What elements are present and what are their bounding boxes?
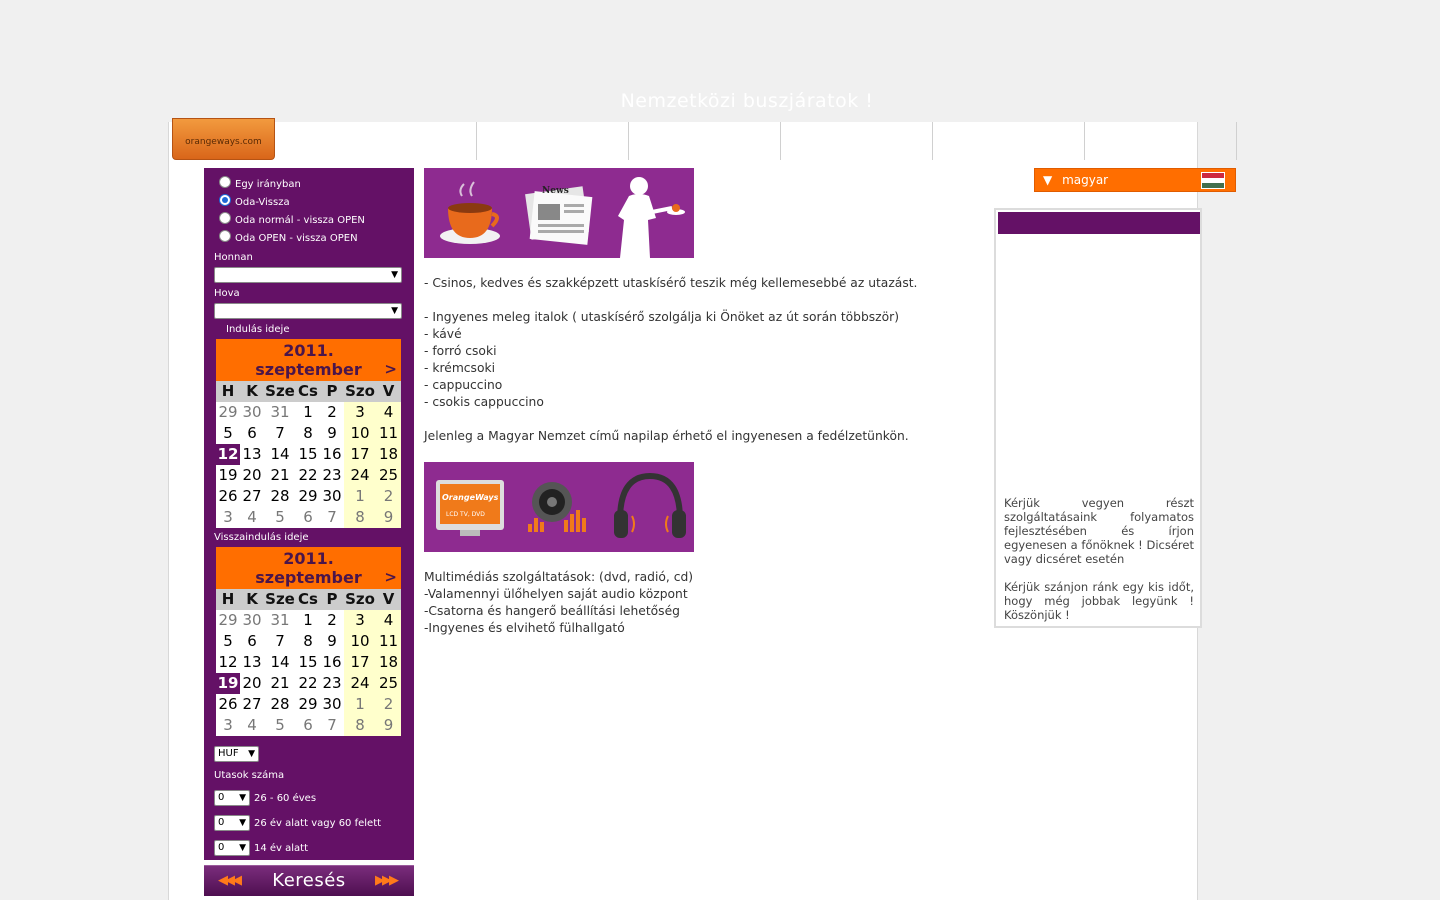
weekday-header: Sze [265,382,295,400]
calendar-day[interactable]: 29 [296,486,320,507]
weekday-header: V [376,381,401,402]
calendar-day[interactable]: 24 [344,673,376,694]
calendar-day[interactable]: 2 [320,610,344,631]
calendar-day[interactable]: 3 [216,715,240,736]
calendar-day[interactable]: 2 [376,694,401,715]
calendar-day[interactable]: 13 [240,652,264,673]
calendar-month: szeptember [255,568,362,587]
calendar-day[interactable]: 27 [240,486,264,507]
language-selector[interactable] [1034,168,1236,192]
calendar-day[interactable]: 5 [216,631,240,652]
nav-divider [1236,122,1237,160]
passenger-row-child [214,840,308,856]
service-line: - kávé [424,327,462,341]
search-button-label: Keresés [272,870,346,891]
calendar-header [216,547,401,589]
calendar-day[interactable]: 12 [216,652,240,673]
calendar-day[interactable]: 14 [264,652,296,673]
weekday-header: Szo [345,382,375,400]
passenger-row-adult [214,790,316,806]
nav-divider [628,122,629,160]
calendar-day[interactable]: 1 [344,694,376,715]
calendar-day[interactable]: 23 [320,673,344,694]
calendar-day[interactable]: 6 [240,423,264,444]
trip-option-one-way[interactable] [219,176,301,192]
calendar-day[interactable]: 4 [376,402,401,423]
weekday-header: K [240,589,264,610]
service-line: - cappuccino [424,378,503,392]
from-select[interactable] [214,267,402,283]
calendar-day[interactable]: 1 [344,486,376,507]
radio-button-selected[interactable] [219,194,231,206]
multimedia-line: Multimédiás szolgáltatások: (dvd, radió, cd) [424,570,694,584]
trip-option-normal-open[interactable] [219,212,365,228]
calendar-day[interactable]: 3 [216,507,240,528]
service-line: - csokis cappuccino [424,395,544,409]
logo-text: orangeways.com [185,137,262,147]
calendar-day[interactable]: 26 [216,486,240,507]
multimedia-banner [424,462,694,552]
return-calendar [216,547,401,736]
calendar-grid [216,381,401,528]
nav-divider [1084,122,1085,160]
calendar-day[interactable]: 20 [240,673,264,694]
calendar-day[interactable]: 8 [296,631,320,652]
chevron-down-icon: ▼ [239,818,246,828]
slogan: Nemzetközi buszjáratok ! [620,90,874,112]
weekday-header: V [376,589,401,610]
calendar-day[interactable]: 15 [296,652,320,673]
site-logo[interactable] [172,118,275,160]
feedback-header [998,212,1200,234]
calendar-day[interactable]: 29 [216,402,240,423]
calendar-day[interactable]: 12 [217,445,239,463]
calendar-header [216,339,401,381]
calendar-day[interactable]: 25 [376,673,401,694]
chevron-down-icon: ▼ [248,749,255,759]
trip-option-label: Oda-Vissza [235,196,290,208]
service-line: - krémcsoki [424,361,496,375]
calendar-day[interactable]: 19 [216,465,240,486]
calendar-day[interactable]: 2 [320,402,344,423]
hungarian-flag-icon [1201,172,1225,189]
calendar-day[interactable]: 11 [376,631,401,652]
trip-option-label: Oda normál - vissza OPEN [235,214,365,226]
arrows-right-icon: ▶▶▶ [375,873,396,888]
calendar-day[interactable]: 8 [344,715,376,736]
calendar-day[interactable]: 29 [296,694,320,715]
return-label: Visszaindulás ideje [214,532,309,543]
calendar-day[interactable]: 6 [296,715,320,736]
feedback-paragraph: Kérjük szánjon ránk egy kis időt, hogy még jobbak legyünk ! Köszönjük ! [1004,580,1194,622]
calendar-day[interactable]: 27 [240,694,264,715]
calendar-day[interactable]: 9 [376,715,401,736]
calendar-day[interactable]: 16 [320,444,344,465]
search-panel [204,168,414,860]
weekday-header: Szo [345,590,375,608]
passenger-count: 0 [218,842,225,853]
calendar-day[interactable]: 3 [344,402,376,423]
arrows-left-icon: ◀◀◀ [218,873,239,888]
calendar-day[interactable]: 5 [216,423,240,444]
calendar-day[interactable]: 4 [240,715,264,736]
newspaper-icon [525,186,592,245]
next-month-button[interactable]: > [384,568,397,586]
calendar-day[interactable]: 29 [216,610,240,631]
top-bar [0,0,1440,122]
service-line: - Ingyenes meleg italok ( utaskísérő szolgálja ki Önöket az út során többször) [424,310,900,324]
calendar-day[interactable]: 2 [376,486,401,507]
radio-button[interactable] [219,176,231,188]
calendar-day[interactable]: 23 [320,465,344,486]
to-select[interactable] [214,303,402,319]
currency-value: HUF [218,748,239,759]
calendar-day[interactable]: 7 [320,715,344,736]
nav-divider [780,122,781,160]
service-line: - forró csoki [424,344,497,358]
calendar-day[interactable]: 1 [296,610,320,631]
weekday-header: Cs [296,589,320,610]
calendar-day[interactable]: 11 [376,423,401,444]
calendar-day[interactable]: 14 [264,444,296,465]
svg-text:LCD TV, DVD: LCD TV, DVD [446,511,485,518]
passenger-row-young-senior [214,815,381,831]
calendar-day[interactable]: 21 [264,673,296,694]
radio-button[interactable] [219,230,231,242]
calendar-day[interactable]: 30 [240,610,264,631]
calendar-year: 2011. [283,549,334,568]
language-label: magyar [1062,173,1109,187]
departure-label: Indulás ideje [226,324,290,335]
calendar-day[interactable]: 5 [264,715,296,736]
multimedia-line: -Csatorna és hangerő beállítási lehetőség [424,604,680,618]
nav-divider [476,122,477,160]
calendar-day[interactable]: 5 [264,507,296,528]
currency-select[interactable] [214,746,259,762]
weekday-header: H [216,381,240,402]
multimedia-line: -Valamennyi ülőhelyen saját audio központ [424,587,688,601]
calendar-day[interactable]: 7 [264,631,296,652]
passengers-label: Utasok száma [214,770,285,781]
multimedia-line: -Ingyenes és elvihető fülhallgató [424,621,625,635]
calendar-day[interactable]: 9 [320,423,344,444]
chevron-down-icon: ▼ [239,793,246,803]
calendar-day[interactable]: 7 [320,507,344,528]
service-banner-art [424,168,694,258]
passenger-count: 0 [218,792,225,803]
weekday-header: P [320,381,344,402]
calendar-day[interactable]: 16 [320,652,344,673]
nav-divider [932,122,933,160]
passenger-count-select[interactable] [214,815,250,831]
from-label: Honnan [214,252,253,263]
chevron-down-icon: ▼ [391,306,398,316]
calendar-day[interactable]: 4 [376,610,401,631]
feedback-paragraph: Kérjük vegyen részt szolgáltatásaink folyamatos fejlesztésében és írjon egyenesen a főnöknek ! Dicséret vagy dicséret esetén [1004,496,1194,566]
calendar-day[interactable]: 31 [264,402,296,423]
calendar-day[interactable]: 30 [240,402,264,423]
calendar-day[interactable]: 30 [320,694,344,715]
calendar-day[interactable]: 8 [344,507,376,528]
passenger-count-select[interactable] [214,840,250,856]
trip-option-label: Oda OPEN - vissza OPEN [235,232,358,244]
calendar-day[interactable]: 28 [264,694,296,715]
to-label: Hova [214,288,240,299]
calendar-day[interactable]: 21 [264,465,296,486]
calendar-day[interactable]: 4 [240,507,264,528]
service-line: - Csinos, kedves és szakképzett utaskísérő teszik még kellemesebbé az utazást. [424,276,918,290]
calendar-day[interactable]: 26 [216,694,240,715]
calendar-day[interactable]: 18 [376,652,401,673]
radio-button[interactable] [219,212,231,224]
chevron-down-icon: ▼ [391,270,398,280]
calendar-day[interactable]: 7 [264,423,296,444]
weekday-header: P [320,589,344,610]
calendar-day[interactable]: 9 [376,507,401,528]
tv-icon [436,480,504,536]
calendar-day[interactable]: 8 [296,423,320,444]
next-month-button[interactable]: > [384,360,397,378]
trip-option-open-open[interactable] [219,230,358,246]
svg-text:News: News [542,186,569,196]
calendar-day[interactable]: 22 [296,673,320,694]
calendar-month: szeptember [255,360,362,379]
service-banner [424,168,694,258]
calendar-day[interactable]: 10 [344,423,376,444]
calendar-day[interactable]: 28 [264,486,296,507]
departure-calendar [216,339,401,528]
calendar-day[interactable]: 9 [320,631,344,652]
passenger-count-select[interactable] [214,790,250,806]
calendar-day[interactable]: 17 [344,444,376,465]
weekday-header: Cs [296,381,320,402]
passenger-type-label: 26 év alatt vagy 60 felett [254,817,382,829]
calendar-day[interactable]: 15 [296,444,320,465]
multimedia-banner-art [424,462,694,552]
calendar-day[interactable]: 17 [344,652,376,673]
calendar-day[interactable]: 18 [376,444,401,465]
chevron-down-icon: ▼ [1043,173,1053,187]
calendar-day[interactable]: 6 [240,631,264,652]
trip-option-label: Egy irányban [235,178,301,190]
chevron-down-icon: ▼ [239,843,246,853]
calendar-day[interactable]: 1 [296,402,320,423]
calendar-day[interactable]: 24 [344,465,376,486]
calendar-day[interactable]: 20 [240,465,264,486]
trip-option-return[interactable] [219,194,290,210]
weekday-header: K [240,381,264,402]
calendar-grid [216,589,401,736]
calendar-day[interactable]: 25 [376,465,401,486]
calendar-day[interactable]: 19 [217,674,239,692]
calendar-day[interactable]: 30 [320,486,344,507]
calendar-year: 2011. [283,341,334,360]
svg-text:OrangeWays: OrangeWays [442,493,499,502]
calendar-day[interactable]: 22 [296,465,320,486]
calendar-day[interactable]: 13 [240,444,264,465]
weekday-header: H [216,589,240,610]
calendar-day[interactable]: 6 [296,507,320,528]
passenger-type-label: 14 év alatt [254,842,309,854]
service-line: Jelenleg a Magyar Nemzet című napilap érhető el ingyenesen a fedélzetünkön. [424,429,909,443]
weekday-header: Sze [265,590,295,608]
passenger-type-label: 26 - 60 éves [254,792,317,804]
feedback-box [994,208,1202,628]
calendar-day[interactable]: 31 [264,610,296,631]
search-button[interactable] [204,865,414,896]
calendar-day[interactable]: 3 [344,610,376,631]
passenger-count: 0 [218,817,225,828]
calendar-day[interactable]: 10 [344,631,376,652]
